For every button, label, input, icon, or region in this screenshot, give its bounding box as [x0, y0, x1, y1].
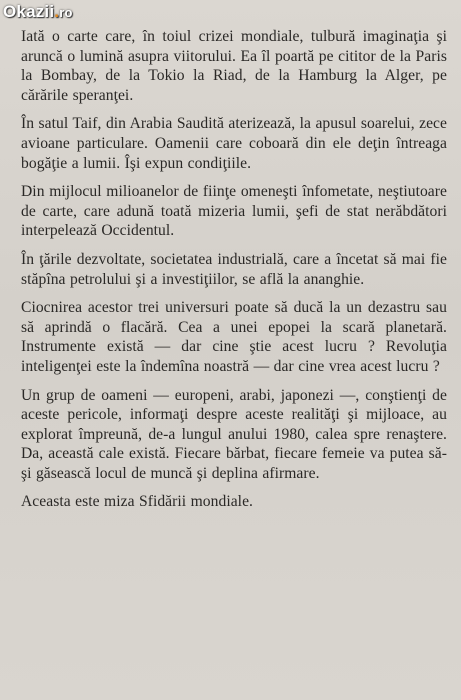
paragraph-7: Aceasta este miza Sfidării mondiale.	[21, 493, 253, 511]
paragraph-5: Ciocnirea acestor trei universuri poate să ducă la un dezastru sau să aprindă o flacără. Cea a unei epopei la scară planetară. Instrumente există — dar cine ştie acest lucru ? Revoluţia inteligenţei este la îndemîna noastră — dar cine vrea acest lucru ?	[21, 299, 447, 375]
paragraph-4: În ţările dezvoltate, societatea industrială, care a încetat să mai fie stăpîna petrolului şi a investiţiilor, se află la ananghie.	[21, 250, 447, 288]
logo-tld: ro	[59, 5, 73, 20]
paragraph-3: Din mijlocul milioanelor de fiinţe omeneşti înfometate, neştiutoare de carte, care adună toată mizeria lumii, şefi de stat nerăbdători interpelează Occidentul.	[21, 183, 447, 240]
paragraph-2: În satul Taif, din Arabia Saudită aterizează, la apusul soarelui, zece avioane particulare. Oamenii care coboară din ele deţin întreaga bogăţie a lumii. Îşi expun condiţiile.	[21, 115, 447, 172]
paragraph-6: Un grup de oameni — europeni, arabi, japonezi —, conştienţi de aceste pericole, informaţi despre aceste realităţi şi mijloace, au explorat împreună, de-a lungul anului 1980, calea spre renaştere. Da, această cale există. Fiecare bărbat, fiecare femeie va putea să-şi găsească locul de muncă şi deplina afirmare.	[21, 386, 447, 482]
logo-dot: .	[54, 2, 60, 21]
paragraph-1: Iată o carte care, în toiul crizei mondiale, tulbură imaginaţia şi aruncă o lumină asupra viitorului. Ea îl poartă pe cititor de la Paris la Bombay, de la Tokio la Riad, de la Hamburg la Alger, pe cărările speranţei.	[21, 28, 447, 104]
logo-brand: Okazii	[3, 2, 55, 21]
blurb-text	[21, 27, 447, 512]
okazii-logo	[3, 3, 73, 22]
